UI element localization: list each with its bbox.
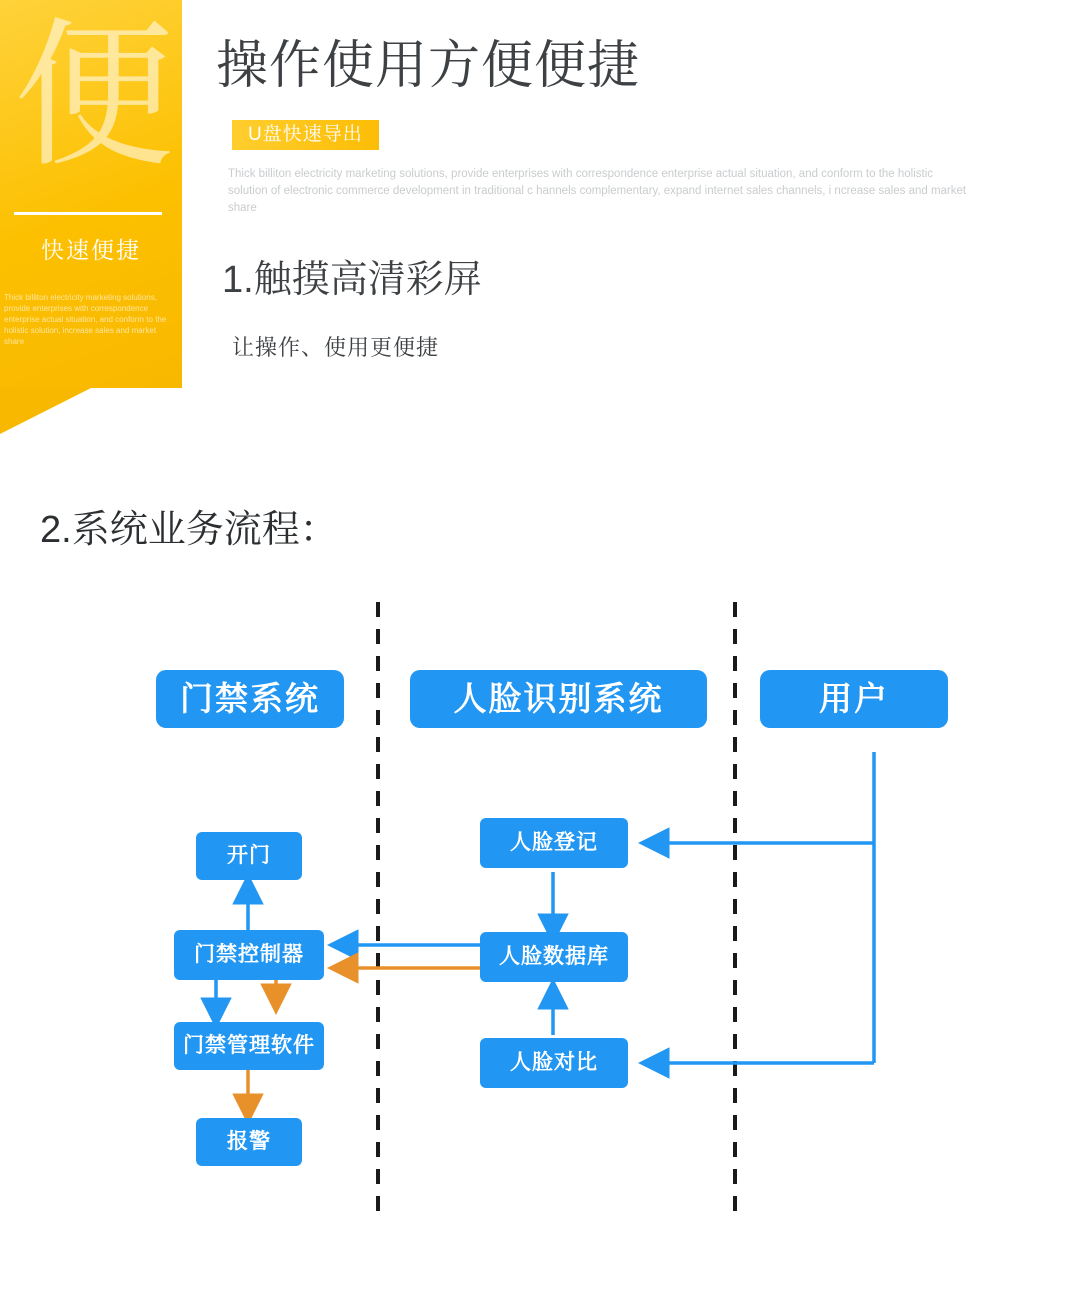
flow-diagram — [0, 580, 1080, 1230]
node-access-controller[interactable]: 门禁控制器 — [174, 930, 324, 980]
status-badge: U盘快速导出 — [232, 120, 379, 150]
banner-divider — [14, 212, 162, 215]
section2-title: 2.系统业务流程： — [40, 509, 338, 551]
node-access-software[interactable]: 门禁管理软件 — [174, 1022, 324, 1070]
node-face-database[interactable]: 人脸数据库 — [480, 932, 628, 982]
node-alarm[interactable]: 报警 — [196, 1118, 302, 1166]
item1-title: 1.触摸高清彩屏 — [222, 259, 482, 301]
banner-micro-text: Thick billiton electricity marketing solutions, provide enterprises with correspondence enterprise actual situation, and conform to the holistic solution, increase sales and market share — [4, 293, 167, 346]
banner-notch-shape — [0, 388, 182, 434]
header-section — [0, 0, 1080, 450]
node-face-compare[interactable]: 人脸对比 — [480, 1038, 628, 1088]
node-face-register[interactable]: 人脸登记 — [480, 818, 628, 868]
lane-header-user[interactable]: 用户 — [760, 670, 948, 728]
item1-subtitle: 让操作、使用更便捷 — [232, 335, 440, 360]
lane-header-access[interactable]: 门禁系统 — [156, 670, 344, 728]
banner-subtitle: 快速便捷 — [41, 237, 141, 263]
page-title: 操作使用方便便捷 — [216, 37, 641, 95]
node-open-door[interactable]: 开门 — [196, 832, 302, 880]
lane-header-face[interactable]: 人脸识别系统 — [410, 670, 707, 728]
english-paragraph: Thick billiton electricity marketing solutions, provide enterprises with correspondence enterprise actual situation, and conform to the holistic solution of electronic commerce development in traditional c hannels complementary, expand internet sales channels, i ncrease sales and market share — [228, 168, 967, 214]
banner-big-character: 便 — [14, 6, 175, 185]
